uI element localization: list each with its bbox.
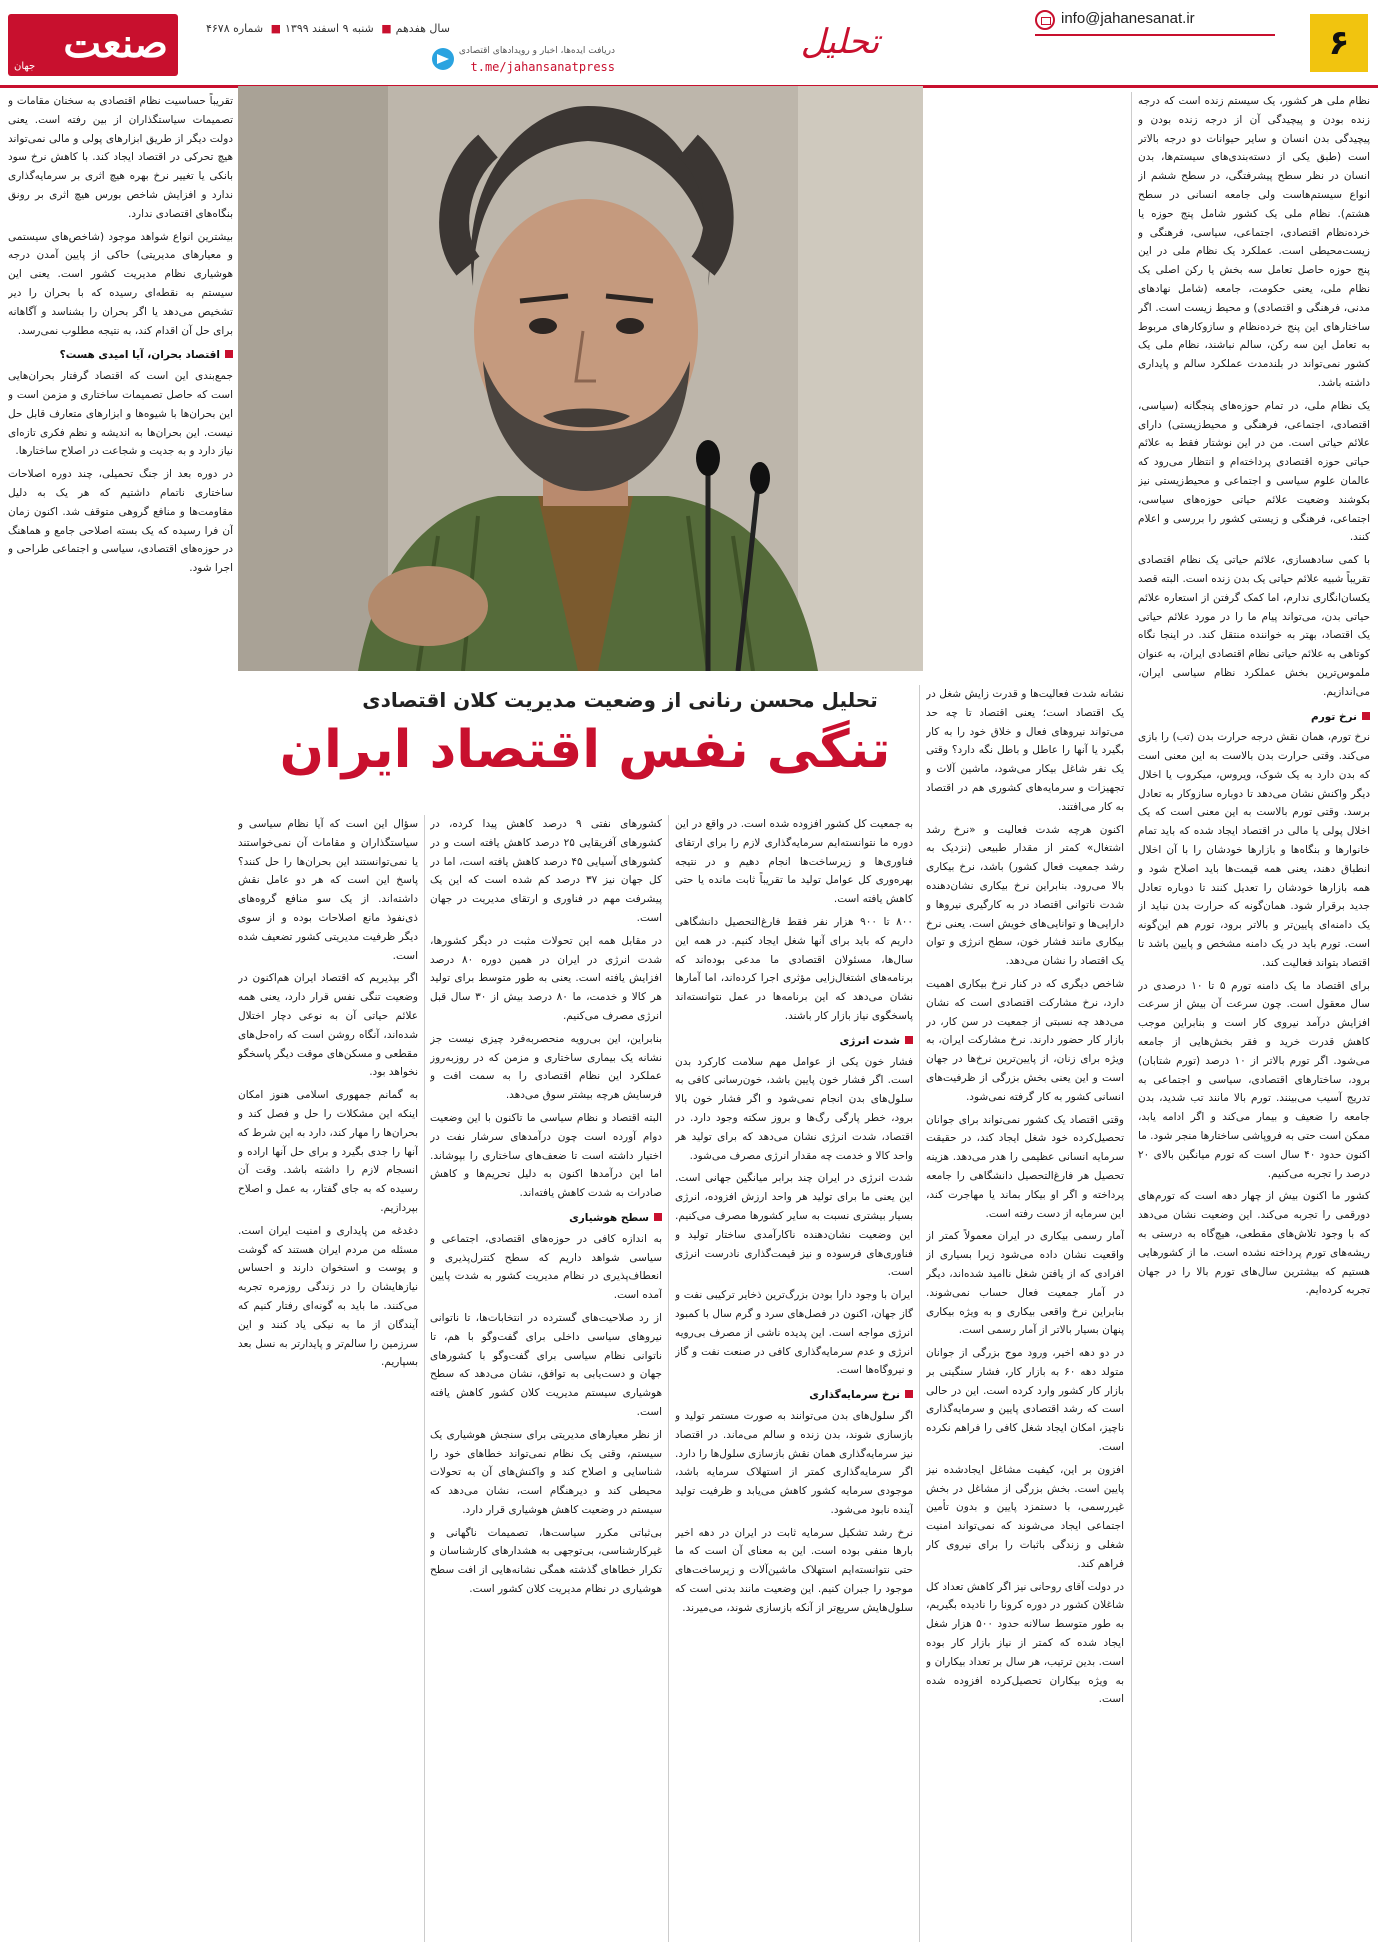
paragraph: به گمانم جمهوری اسلامی هنوز امکان اینکه این مشکلات را حل و فصل کند و بحران‌ها را مهار کند، دارد به این شرط که آنها را جدی بگیرد و برای حل آنها اراده و انسجام لازم را داشته باشد. وقت آن رسیده که به جای گفتار، به عمل و اصلاح بپردازیم. [238,1089,418,1214]
paragraph: افزون بر این، کیفیت مشاغل ایجادشده نیز پایین است. بخش بزرگی از مشاغل در بخش غیررسمی، با دستمزد پایین و بدون تأمین اجتماعی ایجاد می‌شوند که نمی‌تواند امنیت شغلی و زندگی باثبات را برای نیروی کار فراهم کند. [926,1463,1124,1570]
article-column-2 [926,685,1124,1942]
subheading: نرخ تورم [1138,708,1370,727]
paragraph: تقریباً حساسیت نظام اقتصادی به سخنان مقامات و تصمیمات سیاستگذاران از بین رفته است. یعنی دولت دیگر از طریق ابزارهای پولی و مالی نمی‌تواند هیچ تحرکی در اقتصاد ایجاد کند. با کاهش نرخ سود بانکی یا تغییر نرخ بهره هیچ اثری بر سرمایه‌گذاری ندارد و افزایش شاخص بورس هیچ اثری بر رونق بنگاه‌های اقتصادی ندارد. [8,95,233,220]
newspaper-logo[interactable] [8,14,178,76]
article-column-5 [8,92,233,1942]
paragraph: در مقابل همه این تحولات مثبت در دیگر کشورها، شدت انرژی در ایران در همین دوره ۸۰ درصد افزایش یافته است. یعنی به طور متوسط برای تولید هر کالا و خدمت، ما ۸۰ درصد بیش از ۳۰ سال قبل انرژی مصرف می‌کنیم. [430,934,662,1022]
telegram-icon [432,48,454,70]
logo-text: صنعت [63,20,168,67]
paragraph: نشانه شدت فعالیت‌ها و قدرت زایش شغل در یک اقتصاد است؛ یعنی اقتصاد تا چه حد می‌تواند نیروهای فعال و خلاق خود را به کار بگیرد یا آنها را عاطل و باطل نگه دارد؟ وقتی یک نفر شاغل بیکار می‌شود، ماشین آلات و تجهیزات و سرمایه‌های کشوری هم در اقتصاد به کار می‌افتند. [926,688,1124,813]
column-divider [668,815,669,1942]
email-icon [1035,10,1055,30]
article-column-1 [1138,92,1370,1942]
paragraph: برای اقتصاد ما یک دامنه تورم ۵ تا ۱۰ درصدی در سال معقول است. چون سرعت آن بیش از سرعت افزایش درآمد نیروی کار است و بنابراین موجب کاهش قدرت خرید و فقر بخش‌هایی از جامعه می‌شود. اگر تورم بالاتر از ۱۰ درصد (تورم شتابان) برود، ساختارهای اقتصادی، سیاسی و اجتماعی به تدریج آسیب می‌بینند. تورم بالا مانند تب شدید، بدن جامعه را ضعیف و بیمار می‌کند و اگر ادامه یابد، ممکن است حتی به فروپاشی ساختارها منجر شود. ما اکنون حدود ۴۰ سال است که تورم میانگین بالای ۲۰ درصد را تجربه می‌کنیم. [1138,979,1370,1180]
subheading: نرخ سرمایه‌گذاری [675,1386,913,1405]
paragraph: اگر بپذیریم که اقتصاد ایران هم‌اکنون در وضعیت تنگی نفس قرار دارد، یعنی همه علائم حیاتی آن به نوعی دچار اختلال شده‌اند، آنگاه روشن است که راه‌حل‌های مقطعی و مسکن‌های موقت دیگر پاسخگو نخواهد بود. [238,972,418,1079]
paragraph: نرخ تورم، همان نقش درجه حرارت بدن (تب) را بازی می‌کند. وقتی حرارت بدن بالاست به این معنی است که بدن دارد به یک شوک، ویروس، میکروب یا اخلال دیگر واکنش نشان می‌دهد تا دوباره سازوکار به تعادل برسد. وقتی تورم بالاست به این معنی است که یک اخلال پولی یا مالی در اقتصاد ایجاد شده که باید تمام خانوارها و بنگاه‌ها و بازارها خودشان را با آن اخلال انطباق دهند، یعنی همه قیمت‌ها باید اصلاح شود و همه بازارها خودشان را تعدیل کنند تا دوباره تعادل جدید برقرار شود. همان‌گونه که حرارت بدن نباید از یک دامنه‌ای پایین‌تر و بالاتر برود، تورم هم این‌گونه است. تورم باید در یک دامنه مشخص و پایین باشد تا اقتصاد بتواند فعالیت کند. [1138,731,1370,969]
issue-number: شماره ۴۶۷۸ [205,22,264,35]
subheading: شدت انرژی [675,1032,913,1051]
column-divider [1131,92,1132,1942]
paragraph: به جمعیت کل کشور افزوده شده است. در واقع در این دوره ما نتوانسته‌ایم سرمایه‌گذاری لازم را برای ارتقای فناوری‌ها و زیرساخت‌ها انجام دهیم و در نتیجه بهره‌وری کل عوامل تولید ما تقریباً ثابت مانده یا حتی کاهش یافته است. [675,818,913,906]
email-address[interactable]: info@jahanesanat.ir [1061,10,1195,27]
portrait-illustration [238,86,923,671]
article-column-5-lower [238,815,418,1942]
paragraph: به اندازه کافی در حوزه‌های اقتصادی، اجتماعی و سیاسی شواهد داریم که سطح کنترل‌پذیری و انعطاف‌پذیری در نظام مدیریت کشور به شدت پایین آمده است. [430,1232,662,1302]
article-column-4 [430,815,662,1942]
paragraph: دغدغه من پایداری و امنیت ایران است. مسئله من مردم ایران هستند که گوشت و پوست و استخوان دارند و احساس نیازهایشان را در زندگی روزمره تجربه می‌کنند. ما باید به گونه‌ای رفتار کنیم که آیندگان از ما به نیکی یاد کنند و این سرزمین را سالم‌تر و پایدارتر به نسل بعد بسپاریم. [238,1224,418,1369]
telegram-promo[interactable] [430,46,615,76]
page-number: ۶ [1310,14,1368,72]
paragraph: بیشترین انواع شواهد موجود (شاخص‌های سیستمی و معیارهای مدیریتی) حاکی از پایین آمدن درجه هوشیاری نظام مدیریت کشور است. یعنی این سیستم به نقطه‌ای رسیده که با بحران را دیر تشخیص می‌دهد یا اگر بحران را بشناسد و آگاهانه برای حل آن اقدام کند، به نتیجه مطلوب نمی‌رسد. [8,230,233,337]
paragraph: جمع‌بندی این است که اقتصاد گرفتار بحران‌هایی است که حاصل تصمیمات ساختاری و مزمن است و این بحران‌ها با شیوه‌ها و ابزارهای متعارف قابل حل نیست. این بحران‌ها به اندیشه و نظم فکری تازه‌ای نیاز دارد و به جدیت و شجاعت در اصلاح ساختارها. [8,370,233,458]
telegram-caption: دریافت ایده‌ها، اخبار و رویدادهای اقتصادی [458,46,615,56]
paragraph: نرخ رشد تشکیل سرمایه ثابت در ایران در دهه اخیر بارها منفی بوده است. این به معنای آن است که ما حتی نتوانسته‌ایم استهلاک ماشین‌آلات و زیرساخت‌های موجود را جبران کنیم. این وضعیت مانند بدنی است که سلول‌هایش سریع‌تر از آنکه بازسازی شوند، می‌میرند. [675,1526,913,1614]
paragraph: ایران با وجود دارا بودن بزرگ‌ترین ذخایر ترکیبی نفت و گاز جهان، اکنون در فصل‌های سرد و گرم سال با کمبود انرژی مواجه است. این پدیده ناشی از مصرف بی‌رویه انرژی و عدم سرمایه‌گذاری کافی در صنعت نفت و گاز و نیروگاه‌ها است. [675,1289,913,1377]
paragraph: سؤال این است که آیا نظام سیاسی و سیاستگذاران و مقامات آن نمی‌خواستند یا نمی‌توانستند این بحران‌ها را حل کنند؟ پاسخ این است که هر دو عامل نقش داشته‌اند. از یک سو منافع گروه‌های ذی‌نفوذ مانع اصلاحات بوده و از سوی دیگر ظرفیت مدیریتی کشور تضعیف شده است. [238,818,418,962]
article-column-3 [675,815,913,1942]
telegram-link[interactable]: t.me/jahansanatpress [470,60,615,74]
paragraph: از رد صلاحیت‌های گسترده در انتخابات‌ها، تا ناتوانی نیروهای سیاسی داخلی برای گفت‌وگو با هم، تا ناتوانی نظام سیاسی برای گفت‌وگو با کشورهای جهان و دست‌یابی به توافق، نشان می‌دهد که سطح هوشیاری سیستم مدیریت کلان کشور کاهش یافته است. [430,1311,662,1418]
column-divider [919,685,920,1942]
paragraph: وقتی اقتصاد یک کشور نمی‌تواند برای جوانان تحصیل‌کرده خود شغل ایجاد کند، در حقیقت سرمایه انسانی عظیمی را هدر می‌دهد. هزینه تحصیل هر فارغ‌التحصیل دانشگاهی را جامعه پرداخته و اگر او بیکار بماند یا مهاجرت کند، این سرمایه از دست رفته است. [926,1113,1124,1220]
paragraph: کشور ما اکنون بیش از چهار دهه است که تورم‌های دورقمی را تجربه می‌کند. این وضعیت نشان می‌دهد که با وجود تلاش‌های مقطعی، هیچ‌گاه به درستی به ریشه‌های تورم پرداخته نشده است. ما از کشورهایی هستیم که بیشترین سال‌های تورم بالا را در جهان تجربه کرده‌ایم. [1138,1190,1370,1297]
paragraph: بنابراین، این بی‌رویه منحصربه‌فرد چیزی نیست جز نشانه یک بیماری ساختاری و مزمن که در روزبه‌روز عملکرد این نظام اقتصادی را به سمت افت و فرسایش هرچه بیشتر سوق می‌دهد. [430,1032,662,1102]
issue-info: سال هفدهم■ شنبه ۹ اسفند ۱۳۹۹■ شماره ۴۶۷۸ [205,22,450,35]
paragraph: در دو دهه اخیر، ورود موج بزرگی از جوانان متولد دهه ۶۰ به بازار کار، فشار سنگینی بر بازار کار کشور وارد کرده است. این در حالی است که رشد اقتصادی پایین و سرمایه‌گذاری ناچیز، امکان ایجاد شغل کافی را فراهم نکرده است. [926,1347,1124,1454]
issue-date: شنبه ۹ اسفند ۱۳۹۹ [285,22,374,35]
paragraph: آمار رسمی بیکاری در ایران معمولاً کمتر از واقعیت نشان داده می‌شود زیرا بسیاری از افرادی که از یافتن شغل ناامید شده‌اند، دیگر در آمار جمعیت فعال حساب نمی‌شوند. بنابراین نرخ واقعی بیکاری و به ویژه بیکاری پنهان بسیار بالاتر از آمار رسمی است. [926,1230,1124,1337]
paragraph: کشورهای نفتی ۹ درصد کاهش پیدا کرده، در کشورهای آفریقایی ۲۵ درصد کاهش یافته است و در کشورهای آسیایی ۴۵ درصد کاهش یافته است، اما در کل جهان نیز ۳۷ درصد کم شده است که این یک پیشرفت مهم در فناوری و ارتقای مدیریت در جهان است. [430,818,662,924]
paragraph: البته اقتصاد و نظام سیاسی ما تاکنون با این وضعیت دوام آورده است چون درآمدهای سرشار نفت در اختیار داشته است تا ضعف‌های ساختاری را بپوشاند. اما این درآمدها اکنون به دلیل تحریم‌ها و کاهش صادرات به شدت کاهش یافته‌اند. [430,1111,662,1200]
subheading: اقتصاد بحران، آیا امیدی هست؟ [8,346,233,365]
paragraph: از نظر معیارهای مدیریتی برای سنجش هوشیاری یک سیستم، وقتی یک نظام نمی‌تواند خطاهای خود را شناسایی و اصلاح کند و واکنش‌های آن به تحولات محیطی کند و دیرهنگام است، نشان می‌دهد که سیستم در وضعیت کاهش هوشیاری قرار دارد. [430,1428,662,1516]
paragraph: شدت انرژی در ایران چند برابر میانگین جهانی است. این یعنی ما برای تولید هر واحد ارزش افزوده، انرژی بسیار بیشتری نسبت به سایر کشورها مصرف می‌کنیم. این وضعیت نشان‌دهنده ناکارآمدی ساختار تولید و فناوری‌های فرسوده و نیز قیمت‌گذاری نادرست انرژی است. [675,1172,913,1279]
section-title: تحلیل [800,22,880,62]
article-kicker: تحلیل محسن رنانی از وضعیت مدیریت کلان اقتصادی [362,688,878,712]
paragraph: اکنون هرچه شدت فعالیت و «نرخ رشد اشتغال» کمتر از مقدار طبیعی (نزدیک به رشد جمعیت فعال کشور) باشد، نرخ بیکاری بالا می‌رود. بنابراین نرخ بیکاری نشان‌دهنده شدت ناتوانی اقتصاد در به کارگیری نیروها و دارایی‌ها و توانایی‌های خویش است. یعنی نرخ بیکاری مانند فشار خون، سطح انرژی و توان یک اقتصاد را نشان می‌دهد. [926,823,1124,968]
paragraph: نظام ملی هر کشور، یک سیستم زنده است که درجه زنده بودن و پیچیدگی آن از درجه زنده بودن و پیچیدگی بدن انسان و سایر حیوانات دو درجه بالاتر است (طبق یکی از دسته‌بندی‌های سیستم‌ها، بدن انسان در نظر سطح پیشرفتگی، در سطح ششم از انواع سیستم‌هاست ولی جامعه انسانی در سطح هشتم). نظام ملی یک کشور شامل پنج حوزه یا خرده‌نظام اقتصادی، اجتماعی، سیاسی، فرهنگی و زیست‌محیطی است. عملکرد یک نظام ملی در این پنج حوزه حاصل تعامل سه بخش یا رکن اصلی یک نظام ملی، یعنی حکومت، جامعه (شامل نهادهای مدنی، فرهنگی و اقتصادی) و محیط زیست است. اگر ساختارهای این پنج خرده‌نظام و سازوکارهای مربوط به تعامل این سه رکن، سالم نباشند، نظام ملی یک کشور نمی‌تواند در بلندمدت عملکرد سالم و پایداری داشته باشد. [1138,95,1370,389]
email-underline [1035,34,1275,36]
issue-year: سال هفدهم [395,22,450,35]
logo-subtext: جهان [14,61,36,72]
portrait-photo [238,86,923,671]
paragraph: یک نظام ملی، در تمام حوزه‌های پنجگانه (سیاسی، اقتصادی، اجتماعی، فرهنگی و محیط‌زیستی) دارای علائم حیاتی است. من در این نوشتار فقط به علائم حیاتی حوزه اقتصادی پرداخته‌ام و انتظار می‌رود که عالمان علوم سیاسی و اجتماعی و محیط‌زیستی نیز بکوشند وضعیت علائم حیاتی حوزه‌های سیاسی، اجتماعی، فرهنگی و زیستی کشور را بررسی و اعلام کنند. [1138,399,1370,544]
paragraph: در دولت آقای روحانی نیز اگر کاهش تعداد کل شاغلان کشور در دوره کرونا را نادیده بگیریم، به طور متوسط سالانه حدود ۵۰۰ هزار شغل ایجاد شده که کمتر از نیاز بازار کار بوده است. بدین ترتیب، هر سال بر تعداد بیکاران و به ویژه بیکاران تحصیل‌کرده افزوده شده است. [926,1580,1124,1706]
column-divider [424,815,425,1942]
email-contact[interactable] [1035,10,1275,34]
article-headline: تنگی نفس اقتصاد ایران [279,720,891,780]
masthead [0,0,1378,88]
paragraph: فشار خون یکی از عوامل مهم سلامت کارکرد بدن است. اگر فشار خون پایین باشد، خون‌رسانی کافی به سلول‌های بدن انجام نمی‌شود و اگر فشار خون بالا برود، خطر پارگی رگ‌ها و بروز سکته وجود دارد. در اقتصاد، شدت انرژی نشان می‌دهد که برای تولید هر واحد کالا و خدمت چه مقدار انرژی مصرف می‌شود. [675,1055,913,1162]
paragraph: با کمی سادهسازی، علائم حیاتی یک نظام اقتصادی تقریباً شبیه علائم حیاتی یک بدن زنده است. البته قصد یکسان‌انگاری ندارم، اما کمک گرفتن از استعاره علائم حیاتی بدن، می‌تواند پیام ما را در مورد علائم حیاتی یک اقتصاد، بهتر به خواننده منتقل کند. در اینجا نگاه کوتاهی به علائم حیاتی نظام اقتصادی ایران، به عنوان ملموس‌ترین بخش عملکرد نظام سیاسی ایران، می‌اندازیم. [1138,554,1370,698]
subheading: سطح هوشیاری [430,1209,662,1228]
paragraph: در دوره بعد از جنگ تحمیلی، چند دوره اصلاحات ساختاری ناتمام داشتیم که هر یک به دلیل مقاومت‌ها و منافع گروهی متوقف شد. اکنون زمان آن فرا رسیده که یک بسته اصلاحی جامع و هماهنگ در حوزه‌های اقتصادی، سیاسی و اجتماعی طراحی و اجرا شود. [8,468,233,575]
paragraph: اگر سلول‌های بدن می‌توانند به صورت مستمر تولید و بازسازی شوند، بدن زنده و سالم می‌ماند. در اقتصاد نیز سرمایه‌گذاری همان نقش بازسازی سلول‌ها را دارد. اگر سرمایه‌گذاری کمتر از استهلاک سرمایه باشد، موجودی سرمایه کشور کاهش می‌یابد و ظرفیت تولید آینده نابود می‌شود. [675,1409,913,1516]
paragraph: شاخص دیگری که در کنار نرخ بیکاری اهمیت دارد، نرخ مشارکت اقتصادی است که نشان می‌دهد چه نسبتی از جمعیت در سن کار، در بازار کار حضور دارند. نرخ مشارکت ایران، به ویژه برای زنان، از پایین‌ترین نرخ‌ها در جهان است و این یعنی بخش بزرگی از ظرفیت‌های انسانی کشور به کار گرفته نمی‌شود. [926,977,1124,1103]
paragraph: ۸۰۰ تا ۹۰۰ هزار نفر فقط فارغ‌التحصیل دانشگاهی داریم که باید برای آنها شغل ایجاد کنیم. در همه این سال‌ها، مسئولان اقتصادی ما مدعی بوده‌اند که برنامه‌های اشتغال‌زایی مؤثری اجرا کرده‌اند، اما آمارها نشان می‌دهد که این برنامه‌ها در عمل نتوانسته‌اند پاسخگوی نیاز بازار کار باشند. [675,915,913,1022]
paragraph: بی‌ثباتی مکرر سیاست‌ها، تصمیمات ناگهانی و غیرکارشناسی، بی‌توجهی به هشدارهای کارشناسان و تکرار خطاهای گذشته همگی نشانه‌هایی از افت سطح هوشیاری در نظام مدیریت کلان کشور است. [430,1526,662,1596]
